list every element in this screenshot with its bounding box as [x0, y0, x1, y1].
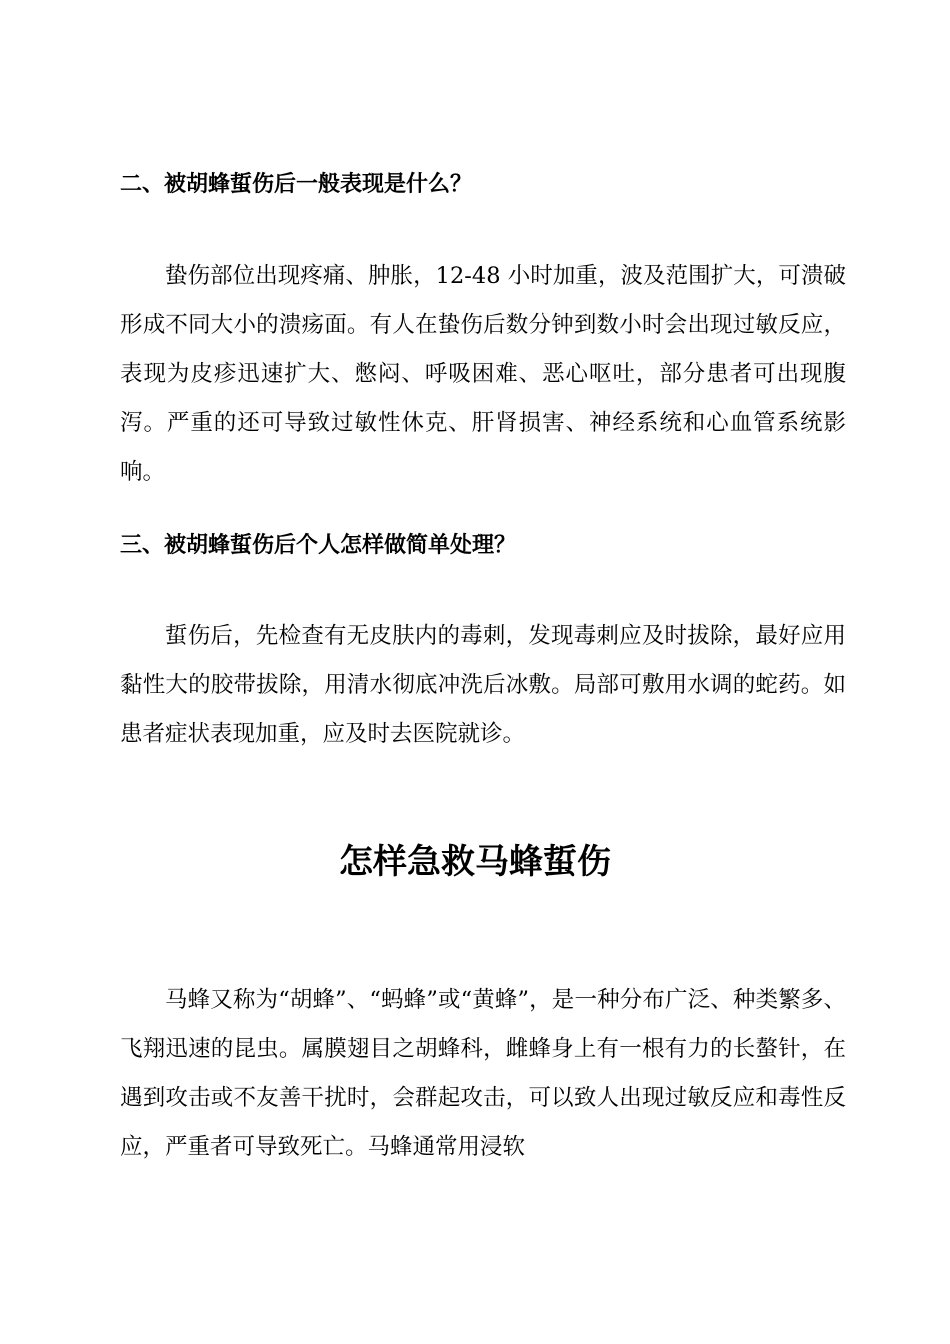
section-body-2: 蛰伤部位出现疼痛、肿胀，12-48 小时加重，波及范围扩大，可溃破形成不同大小的溃疡面。有人在蛰伤后数分钟到数小时会出现过敏反应，表现为皮疹迅速扩大、憋闷、呼吸困难、恶心呕吐，部分患者可出现腹泻。严重的还可导致过敏性休克、肝肾损害、神经系统和心血管系统影响。 — [120, 263, 846, 485]
section-heading-3: 三、被胡蜂蜇伤后个人怎样做简单处理？ — [120, 533, 517, 558]
section-heading-2: 二、被胡蜂蜇伤后一般表现是什么？ — [120, 172, 473, 197]
article-title: 怎样急救马蜂蜇伤 — [339, 842, 611, 882]
article-body: 马蜂又称为“胡蜂”、“蚂蜂”或“黄蜂”，是一种分布广泛、种类繁多、飞翔迅速的昆虫。属膜翅目之胡蜂科，雌蜂身上有一根有力的长螯针，在遇到攻击或不友善干扰时，会群起攻击，可以致人出现过敏反应和毒性反应，严重者可导致死亡。马蜂通常用浸软 — [120, 987, 846, 1160]
section-body-3: 蜇伤后，先检查有无皮肤内的毒刺，发现毒刺应及时拔除，最好应用黏性大的胶带拔除，用清水彻底冲洗后冰敷。局部可敷用水调的蛇药。如患者症状表现加重，应及时去医院就诊。 — [120, 623, 846, 747]
